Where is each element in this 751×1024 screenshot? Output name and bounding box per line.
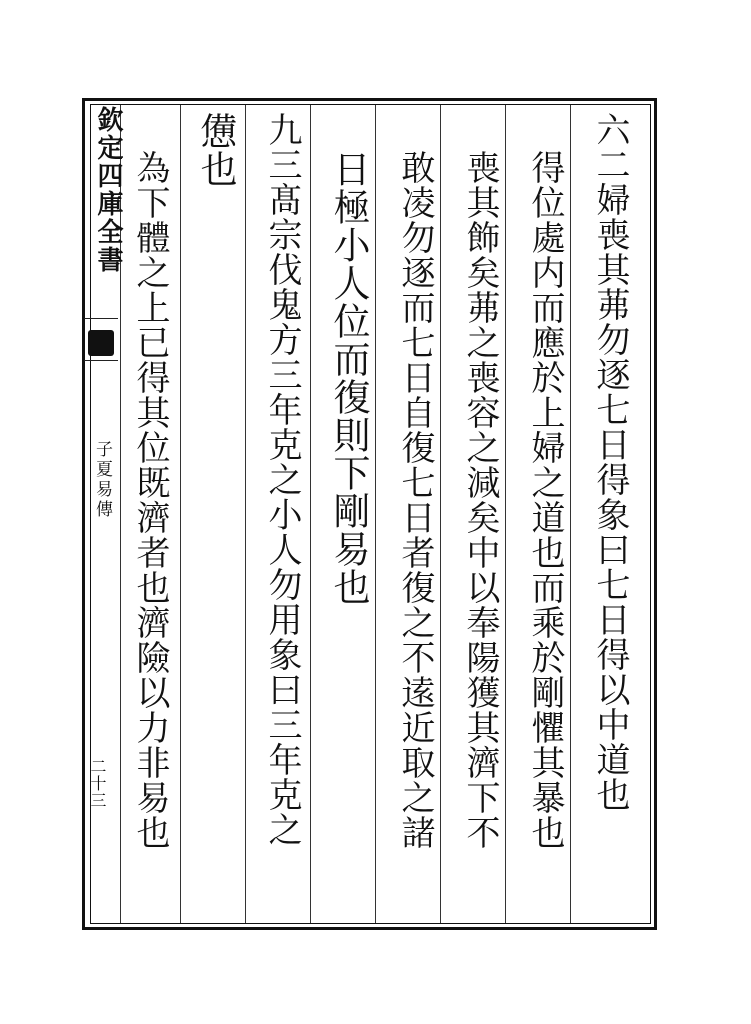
book-title: 子夏易傳	[92, 440, 112, 520]
collection-title: 欽定四庫全書	[93, 106, 123, 274]
text-column-1: 六二婦喪其茀勿逐七日得象曰七日得以中道也	[590, 112, 630, 812]
column-rule	[375, 105, 376, 923]
column-rule	[310, 105, 311, 923]
text-column-2: 得位處内而應於上婦之道也而乘於剛懼其暴也	[525, 150, 565, 850]
fish-tail-emblem	[88, 330, 114, 356]
text-column-5: 日極小人位而復則下剛易也	[327, 150, 370, 606]
text-column-3: 喪其飾矣茀之喪容之減矣中以奉陽獲其濟下不	[460, 150, 500, 850]
page-frame-inner	[90, 104, 651, 924]
column-rule	[505, 105, 506, 923]
text-column-7: 憊也	[194, 112, 237, 188]
column-rule	[570, 105, 571, 923]
fold-mark-bottom	[84, 360, 118, 361]
text-column-4: 敢凌勿逐而七日自復七日者復之不逺近取之諸	[395, 150, 435, 850]
fold-mark-top	[84, 318, 118, 319]
column-rule	[180, 105, 181, 923]
column-rule	[245, 105, 246, 923]
text-column-8: 為下體之上已得其位既濟者也濟險以力非易也	[130, 150, 170, 850]
column-rule	[440, 105, 441, 923]
text-column-6: 九三髙宗伐鬼方三年克之小人勿用象曰三年克之	[262, 112, 302, 847]
page-number: 二十三	[88, 758, 107, 809]
